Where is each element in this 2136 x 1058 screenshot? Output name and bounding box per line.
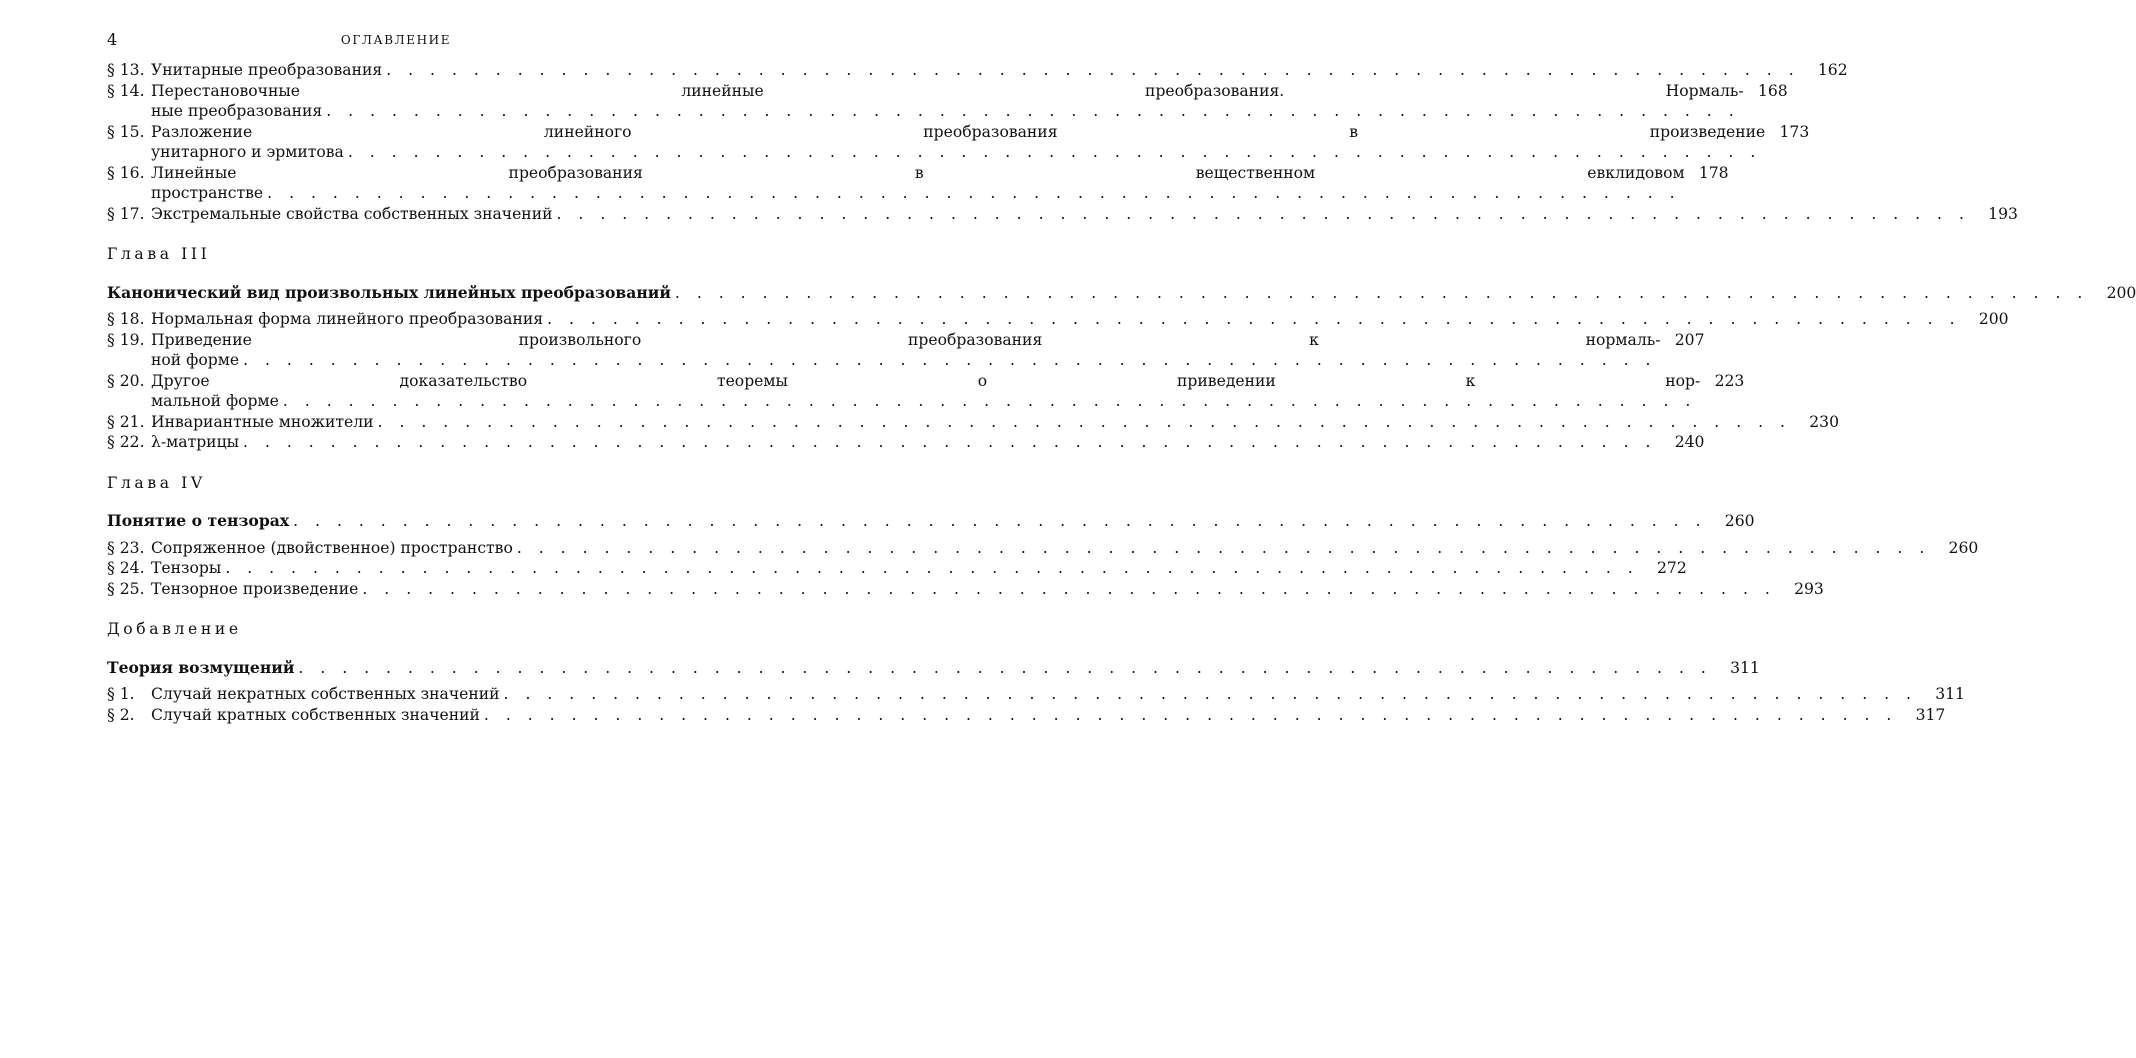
section-title-line: Перестановочные линейные преобразования. Нормаль- (151, 81, 1744, 100)
toc-entry[interactable] (107, 412, 1839, 433)
leader-dots (362, 579, 1775, 600)
leader-dots (557, 204, 1970, 225)
section-number: § 15. (107, 122, 145, 141)
section-page: 178 (1698, 163, 1729, 182)
leader-dots (675, 283, 2088, 304)
section-number: § 18. (107, 310, 145, 328)
leader-dots (547, 309, 1960, 330)
section-number: § 22. (107, 433, 145, 451)
appendix-title-row[interactable] (107, 657, 1760, 679)
section-title-line: Случай некратных собственных значений (151, 685, 500, 703)
section-page: 293 (1794, 579, 1824, 598)
toc-entry[interactable] (107, 204, 2018, 225)
toc-page (107, 26, 2136, 725)
leader-dots (386, 60, 1799, 81)
leader-dots (378, 412, 1791, 433)
toc-entry[interactable] (107, 81, 1788, 122)
leader-dots (517, 538, 1930, 559)
section-title-line: Приведение произвольного преобразования к нормаль- (151, 330, 1661, 349)
section-title-line: мальной форме (151, 392, 279, 410)
section-page: 260 (1948, 538, 1979, 557)
section-page: 240 (1674, 433, 1705, 451)
leader-dots (283, 391, 1696, 412)
section-title-line: Экстремальные свойства собственных значений (151, 204, 553, 223)
chapter-4-title: Понятие о тензорах (107, 511, 290, 530)
section-page: 230 (1809, 412, 1839, 431)
running-title: ОГЛАВЛЕНИЕ (340, 33, 452, 47)
section-group-b (107, 309, 2009, 453)
section-title-line: Нормальная форма линейного преобразования (151, 310, 544, 328)
section-title-line: Разложение линейного преобразования в произведение (151, 122, 1766, 141)
toc-entry[interactable] (107, 579, 1824, 600)
section-title-line: Инвариантные множители (151, 412, 374, 431)
leader-dots (298, 658, 1711, 679)
toc-entry[interactable] (107, 309, 2009, 330)
leader-dots (348, 142, 1761, 163)
leader-dots (504, 684, 1917, 705)
leader-dots (243, 350, 1656, 371)
chapter-3-label: Глава III (107, 245, 211, 263)
section-number: § 24. (107, 559, 145, 577)
leader-dots (484, 705, 1897, 726)
section-title-line: Линейные преобразования в вещественном евклидовом (151, 163, 1685, 182)
section-title-line: Унитарные преобразования (151, 61, 383, 79)
section-title-line: ной форме (151, 351, 240, 369)
section-page: 272 (1656, 559, 1687, 577)
section-number: § 17. (107, 204, 145, 223)
section-title-line: Тензоры (151, 559, 222, 577)
toc-entry[interactable] (107, 163, 1729, 204)
section-page: 173 (1779, 122, 1810, 141)
section-number: § 19. (107, 330, 145, 349)
section-page: 162 (1817, 61, 1848, 79)
toc-entry[interactable] (107, 330, 1705, 371)
section-group-d (107, 684, 1965, 725)
section-number: § 20. (107, 371, 145, 390)
section-number: § 2. (107, 705, 135, 724)
toc-entry[interactable] (107, 538, 1979, 559)
section-group-c (107, 538, 1979, 600)
section-number: § 1. (107, 685, 135, 703)
leader-dots (225, 558, 1638, 579)
running-header (107, 26, 685, 54)
appendix-title: Теория возмущений (107, 657, 295, 677)
appendix-page: 311 (1730, 658, 1760, 677)
leader-dots (326, 101, 1739, 122)
chapter-3-title-row[interactable] (107, 282, 2136, 304)
page-number: 4 (107, 30, 118, 49)
section-page: 168 (1757, 81, 1788, 100)
section-title-line: Случай кратных собственных значений (151, 705, 480, 724)
section-title-line: ные преобразования (151, 102, 323, 120)
chapter-3-title: Канонический вид произвольных линейных преобразований (107, 282, 671, 302)
section-title-line: унитарного и эрмитова (151, 143, 344, 161)
section-page: 223 (1714, 371, 1745, 390)
section-title-line: λ-матрицы (151, 433, 240, 451)
chapter-4-title-row[interactable] (107, 511, 1755, 532)
toc-entry[interactable] (107, 122, 1810, 163)
toc-entry[interactable] (107, 705, 1946, 726)
toc-entry[interactable] (107, 684, 1965, 705)
chapter-4-page: 260 (1724, 512, 1755, 530)
leader-dots (293, 511, 1706, 532)
section-number: § 21. (107, 412, 145, 431)
leader-dots (243, 432, 1656, 453)
toc-entry[interactable] (107, 558, 1687, 579)
toc-entry[interactable] (107, 371, 1745, 412)
section-page: 317 (1915, 705, 1946, 724)
section-title-line: пространстве (151, 184, 264, 202)
section-page: 200 (1978, 310, 2009, 328)
section-number: § 23. (107, 538, 145, 557)
section-title-line: Сопряженное (двойственное) пространство (151, 538, 513, 557)
section-page: 193 (1988, 204, 2018, 223)
section-number: § 16. (107, 163, 145, 182)
toc-entry[interactable] (107, 60, 1848, 81)
appendix-label: Добавление (107, 620, 242, 638)
section-group-a (107, 60, 2018, 224)
section-number: § 13. (107, 61, 145, 79)
section-number: § 14. (107, 81, 145, 100)
toc-entry[interactable] (107, 432, 1705, 453)
section-page: 311 (1935, 685, 1965, 703)
section-number: § 25. (107, 579, 145, 598)
leader-dots (267, 183, 1680, 204)
section-title-line: Тензорное произведение (151, 579, 359, 598)
section-page: 207 (1674, 330, 1705, 349)
chapter-3-page: 200 (2106, 283, 2136, 302)
section-title-line: Другое доказательство теоремы о приведении к нор- (151, 371, 1701, 390)
chapter-4-label: Глава IV (107, 473, 206, 492)
